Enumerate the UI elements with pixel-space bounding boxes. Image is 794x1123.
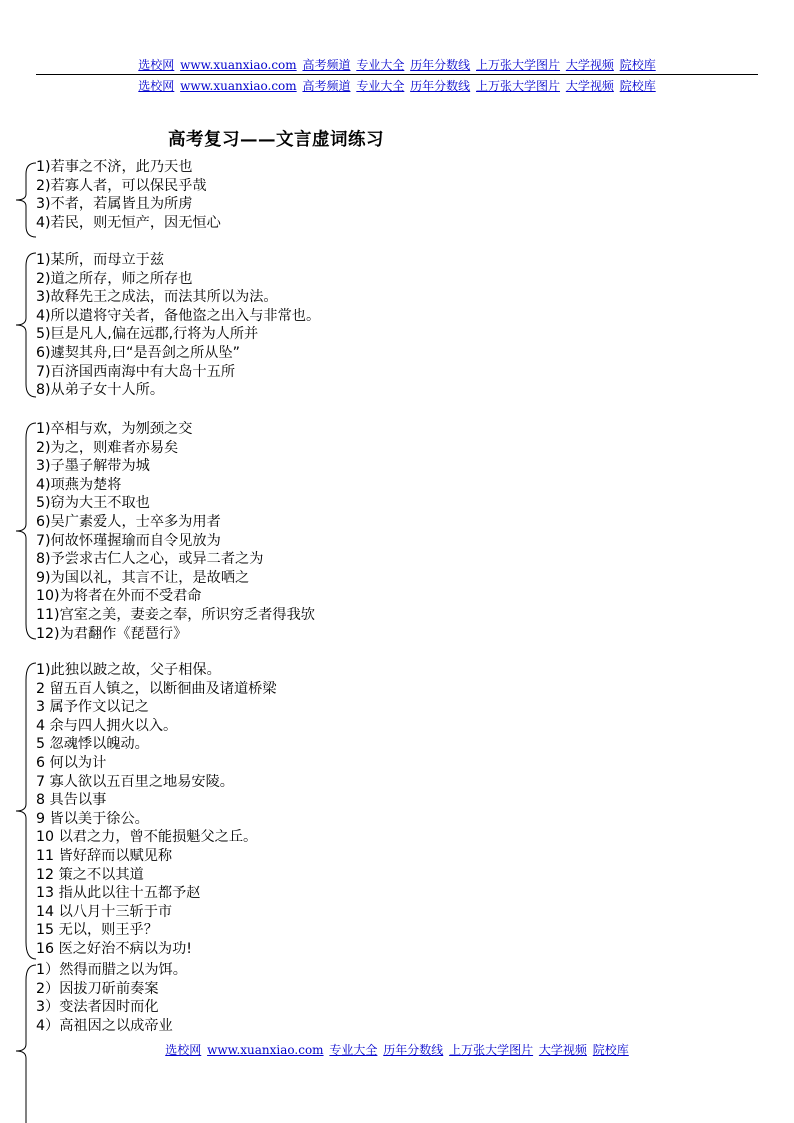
link-photos[interactable]: 上万张大学图片 bbox=[476, 79, 561, 93]
link-xuanxiao[interactable]: 选校网 bbox=[165, 1043, 202, 1057]
list-item: 10)为将者在外而不受君命 bbox=[36, 588, 202, 605]
list-item: 3）变法者因时而化 bbox=[36, 999, 159, 1016]
list-item: 7)百济国西南海中有大岛十五所 bbox=[36, 363, 236, 380]
list-item: 5 忽魂悸以魄动。 bbox=[36, 736, 149, 753]
link-schools[interactable]: 院校库 bbox=[619, 58, 656, 72]
link-gaokao-channel[interactable]: 高考频道 bbox=[302, 79, 351, 93]
list-item: 13 指从此以往十五都予赵 bbox=[36, 885, 201, 902]
page-title: 高考复习——文言虚词练习 bbox=[168, 130, 384, 150]
list-item: 15 无以，则王乎？ bbox=[36, 922, 158, 939]
list-item: 7 寡人欲以五百里之地易安陵。 bbox=[36, 773, 234, 790]
list-item: 2)道之所存，师之所存也 bbox=[36, 270, 193, 287]
list-item: 3)子墨子解带为城 bbox=[36, 458, 150, 475]
link-majors[interactable]: 专业大全 bbox=[356, 58, 405, 72]
question-group-2 bbox=[36, 251, 320, 400]
list-item: 4)所以遣将守关者，备他盗之出入与非常也。 bbox=[36, 307, 321, 324]
brace-group-4 bbox=[12, 660, 38, 962]
list-item: 6 何以为计 bbox=[36, 754, 107, 771]
link-majors[interactable]: 专业大全 bbox=[356, 79, 405, 93]
list-item: 14 以八月十三斩于市 bbox=[36, 903, 173, 920]
list-item: 8)予尝求古仁人之心，或异二者之为 bbox=[36, 551, 264, 568]
list-item: 4)若民，则无恒产，因无恒心 bbox=[36, 214, 221, 231]
list-item: 11)宫室之美，妻妾之奉，所识穷乏者得我欤 bbox=[36, 606, 315, 623]
list-item: 1)某所，而母立于兹 bbox=[36, 252, 165, 268]
link-schools[interactable]: 院校库 bbox=[592, 1043, 629, 1057]
link-website[interactable]: www.xuanxiao.com bbox=[180, 79, 297, 93]
list-item: 4 余与四人拥火以入。 bbox=[36, 717, 178, 734]
link-videos[interactable]: 大学视频 bbox=[538, 1043, 587, 1057]
list-item: 11 皆好辞而以赋见称 bbox=[36, 847, 173, 864]
link-videos[interactable]: 大学视频 bbox=[565, 58, 614, 72]
list-item: 12 策之不以其道 bbox=[36, 866, 144, 883]
link-schools[interactable]: 院校库 bbox=[619, 79, 656, 93]
header-nav-bottom bbox=[0, 79, 794, 93]
list-item: 6)吴广素爱人，士卒多为用者 bbox=[36, 513, 221, 530]
list-item: 1)此独以跛之故，父子相保。 bbox=[36, 662, 221, 678]
list-item: 8 具告以事 bbox=[36, 792, 107, 809]
link-scores[interactable]: 历年分数线 bbox=[410, 58, 471, 72]
link-xuanxiao[interactable]: 选校网 bbox=[138, 58, 175, 72]
link-xuanxiao[interactable]: 选校网 bbox=[138, 79, 175, 93]
list-item: 6)遽契其舟,曰“是吾剑之所从坠” bbox=[36, 344, 241, 361]
link-gaokao-channel[interactable]: 高考频道 bbox=[302, 58, 351, 72]
question-group-1 bbox=[36, 158, 221, 232]
list-item: 9 皆以美于徐公。 bbox=[36, 810, 149, 827]
link-videos[interactable]: 大学视频 bbox=[565, 79, 614, 93]
header-rule bbox=[36, 74, 758, 75]
link-photos[interactable]: 上万张大学图片 bbox=[449, 1043, 534, 1057]
list-item: 3)故释先王之成法，而法其所以为法。 bbox=[36, 289, 278, 306]
list-item: 1）然得而腊之以为饵。 bbox=[36, 962, 187, 978]
list-item: 2)为之，则难者亦易矣 bbox=[36, 439, 179, 456]
list-item: 12)为君翻作《琵琶行》 bbox=[36, 625, 188, 642]
link-website[interactable]: www.xuanxiao.com bbox=[207, 1043, 324, 1057]
link-website[interactable]: www.xuanxiao.com bbox=[180, 58, 297, 72]
list-item: 3 属予作文以记之 bbox=[36, 699, 149, 716]
list-item: 8)从弟子女十人所。 bbox=[36, 382, 165, 399]
question-group-4 bbox=[36, 661, 277, 959]
list-item: 7)何故怀瑾握瑜而自令见放为 bbox=[36, 532, 221, 549]
list-item: 1)卒相与欢，为刎颈之交 bbox=[36, 421, 193, 437]
brace-group-2 bbox=[12, 250, 38, 400]
link-photos[interactable]: 上万张大学图片 bbox=[476, 58, 561, 72]
question-group-5 bbox=[36, 961, 187, 1035]
list-item: 4)项燕为楚将 bbox=[36, 476, 122, 493]
brace-group-1 bbox=[12, 160, 38, 240]
list-item: 5)巨是凡人,偏在远郡,行将为人所并 bbox=[36, 326, 259, 343]
list-item: 1)若事之不济，此乃天也 bbox=[36, 159, 193, 175]
list-item: 9)为国以礼，其言不让，是故哂之 bbox=[36, 569, 250, 586]
list-item: 5)窃为大王不取也 bbox=[36, 495, 150, 512]
list-item: 10 以君之力，曾不能损魁父之丘。 bbox=[36, 829, 258, 846]
header-nav-top bbox=[0, 58, 794, 72]
list-item: 2 留五百人镇之，以断徊曲及诸道桥梁 bbox=[36, 680, 277, 697]
brace-group-3 bbox=[12, 420, 38, 642]
list-item: 3)不者，若属皆且为所虏 bbox=[36, 196, 193, 213]
link-scores[interactable]: 历年分数线 bbox=[383, 1043, 444, 1057]
list-item: 2)若寡人者，可以保民乎哉 bbox=[36, 177, 207, 194]
question-group-3 bbox=[36, 420, 315, 643]
list-item: 4）高祖因之以成帝业 bbox=[36, 1017, 173, 1034]
footer-nav bbox=[0, 1043, 794, 1057]
link-scores[interactable]: 历年分数线 bbox=[410, 79, 471, 93]
list-item: 2）因拔刀斫前奏案 bbox=[36, 980, 159, 997]
list-item: 16 医之好治不病以为功! bbox=[36, 940, 192, 957]
link-majors[interactable]: 专业大全 bbox=[329, 1043, 378, 1057]
